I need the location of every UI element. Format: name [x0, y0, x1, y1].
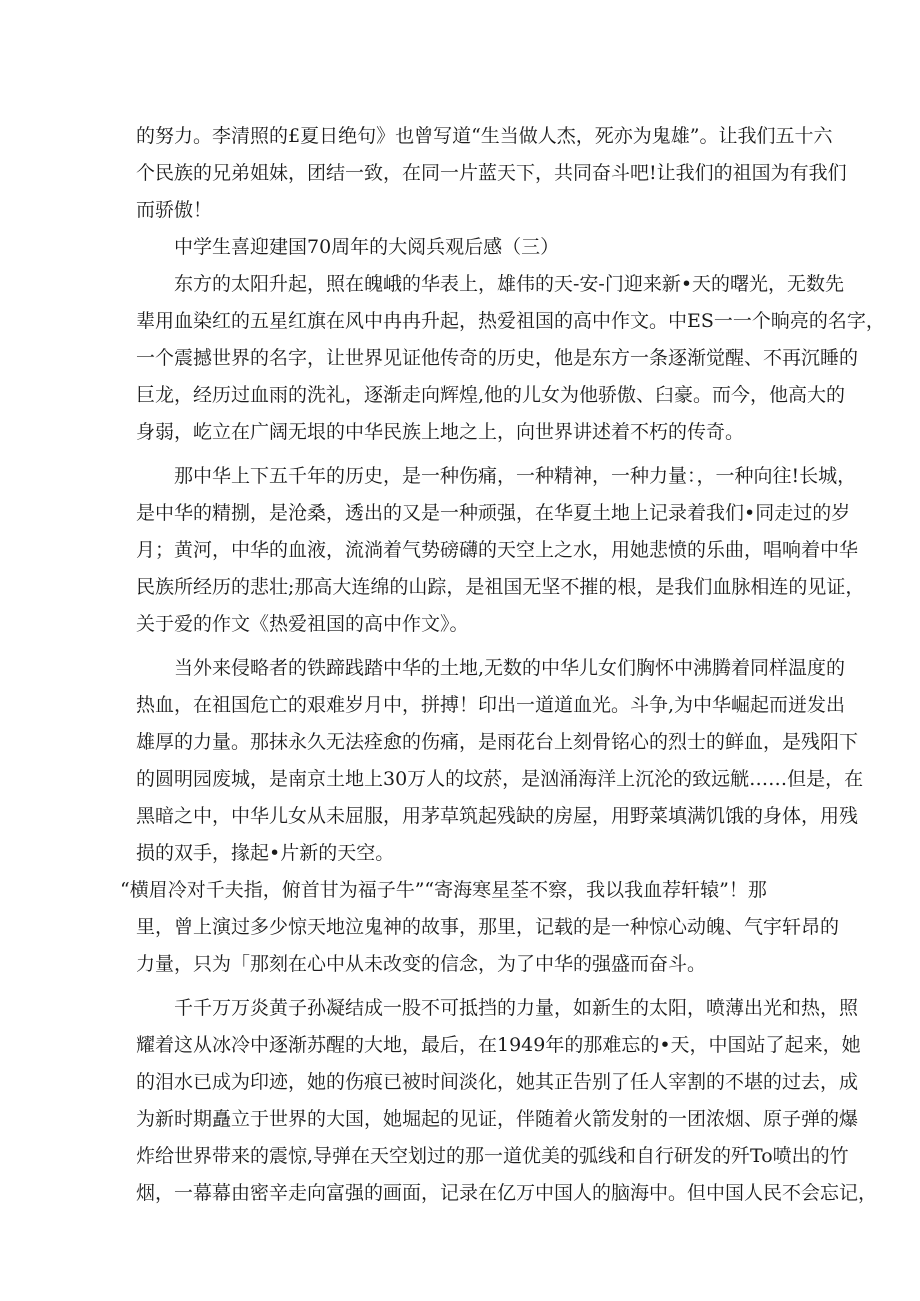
text-line: 民族所经历的悲壮;那高大连绵的山踪，是祖国无坚不摧的根，是我们血脉相连的见证， — [136, 576, 865, 598]
paragraph-history — [136, 458, 865, 643]
text-line: 个民族的兄弟姐妹，团结一致，在同一片蓝天下，共同奋斗吧!让我们的祖国为有我们 — [136, 162, 847, 184]
text-line: 当外来侵略者的铁蹄践踏中华的土地,无数的中华儿女们胸怀中沸腾着同样温度的 — [174, 657, 846, 679]
text-line: 耀着这从冰冷中逐渐苏醒的大地，最后，在1949年的那难忘的•天，中国站了起来，她 — [136, 1034, 861, 1056]
document-page — [120, 118, 885, 1212]
text-line: 的泪水已成为印迹，她的伤痕已被时间淡化，她其正告别了任人宰割的不堪的过去，成 — [136, 1071, 859, 1093]
text-line: 而骄傲！ — [136, 199, 213, 221]
quote-line: “横眉冷对千夫指，俯首甘为福子牛”“寄海寒星荃不察，我以我血荐轩辕”！那 — [120, 879, 767, 901]
text-line: 力量，只为「那刻在心中从未改变的信念，为了中华的强盛而奋斗。 — [136, 953, 707, 975]
paragraph-sunrise — [136, 266, 885, 451]
text-line: 损的双手，掾起•片新的天空。 — [136, 842, 395, 864]
text-line: 身弱，屹立在广阔无垠的中华民族上地之上，向世界讲述着不朽的传奇。 — [136, 421, 745, 443]
text-line: 里，曾上演过多少惊天地泣鬼神的故事，那里，记载的是一种惊心动魄、气宇轩昂的 — [136, 916, 840, 938]
text-line: 黑暗之中，中华儿女从未屈服，用茅草筑起残缺的房屋，用野菜填满饥饿的身体，用残 — [136, 805, 859, 827]
text-line: 那中华上下五千年的历史，是一种伤痛，一种精神，一种力量：，一种向往!长城， — [174, 465, 857, 487]
text-line: 炸给世界带来的震惊,导弹在天空划过的那一道优美的弧线和自行研发的歼To喷出的竹 — [136, 1145, 849, 1167]
text-line: 为新时期矗立于世界的大国，她堀起的见证，伴随着火箭发射的一团浓烟、原子弹的爆 — [136, 1108, 859, 1130]
text-line: 是中华的精捌，是沧桑，透出的又是一种顽强，在华夏土地上记录着我们•同走过的岁 — [136, 502, 851, 524]
text-line: 的圆明园废城，是南京土地上30万人的坟菸，是汹涌海洋上沉沦的致远觥……但是，在 — [136, 768, 864, 790]
heading-text: 中学生喜迎建国70周年的大阅兵观后感（三） — [174, 236, 560, 258]
paragraph-quote — [120, 872, 840, 983]
paragraph-closing — [136, 118, 847, 229]
text-line: 月；黄河，中华的血液，流淌着气势磅礴的天空上之水，用她悲愤的乐曲，唱响着中华 — [136, 539, 859, 561]
text-line: 千千万万炎黄子孙凝结成一股不可抵挡的力量，如新生的太阳，喷薄出光和热，照 — [174, 997, 859, 1019]
section-heading — [136, 229, 796, 266]
paragraph-rise — [136, 990, 878, 1212]
text-line: 一个震撼世界的名字，让世界见证他传奇的历史，他是东方一条逐渐觉醒、不再沉睡的 — [136, 347, 859, 369]
paragraph-invasion — [136, 650, 864, 872]
text-line: 雄厚的力量。那抹永久无法痊愈的伤痛，是雨花台上刻骨铭心的烈士的鲜血，是残阳下 — [136, 731, 859, 753]
text-line: 热血，在祖国危亡的艰难岁月中，拼搏！印出一道道血光。斗争,为中华崛起而迸发出 — [136, 694, 846, 716]
text-line: 东方的太阳升起，照在魄峨的华表上，雄伟的天-安-门迎来新•天的曙光，无数先 — [174, 273, 845, 295]
text-line: 巨龙，经历过血雨的洗礼，逐渐走向辉煌,他的儿女为他骄傲、臼豪。而今，他高大的 — [136, 384, 846, 406]
text-line: 的努力。李清照的£夏日绝句》也曾写道“生当做人杰，死亦为鬼雄”。让我们五十六 — [136, 125, 833, 147]
text-line: 烟，一幕幕由密辛走向富强的画面，记录在亿万中国人的脑海中。但中国人民不会忘记， — [136, 1182, 878, 1204]
text-line: 辈用血染红的五星红旗在风中冉冉升起，热爱祖国的高中作文。中ES一一个晌亮的名字， — [136, 310, 885, 332]
text-line: 关于爱的作文《热爱祖国的高中作文》。 — [136, 613, 469, 635]
